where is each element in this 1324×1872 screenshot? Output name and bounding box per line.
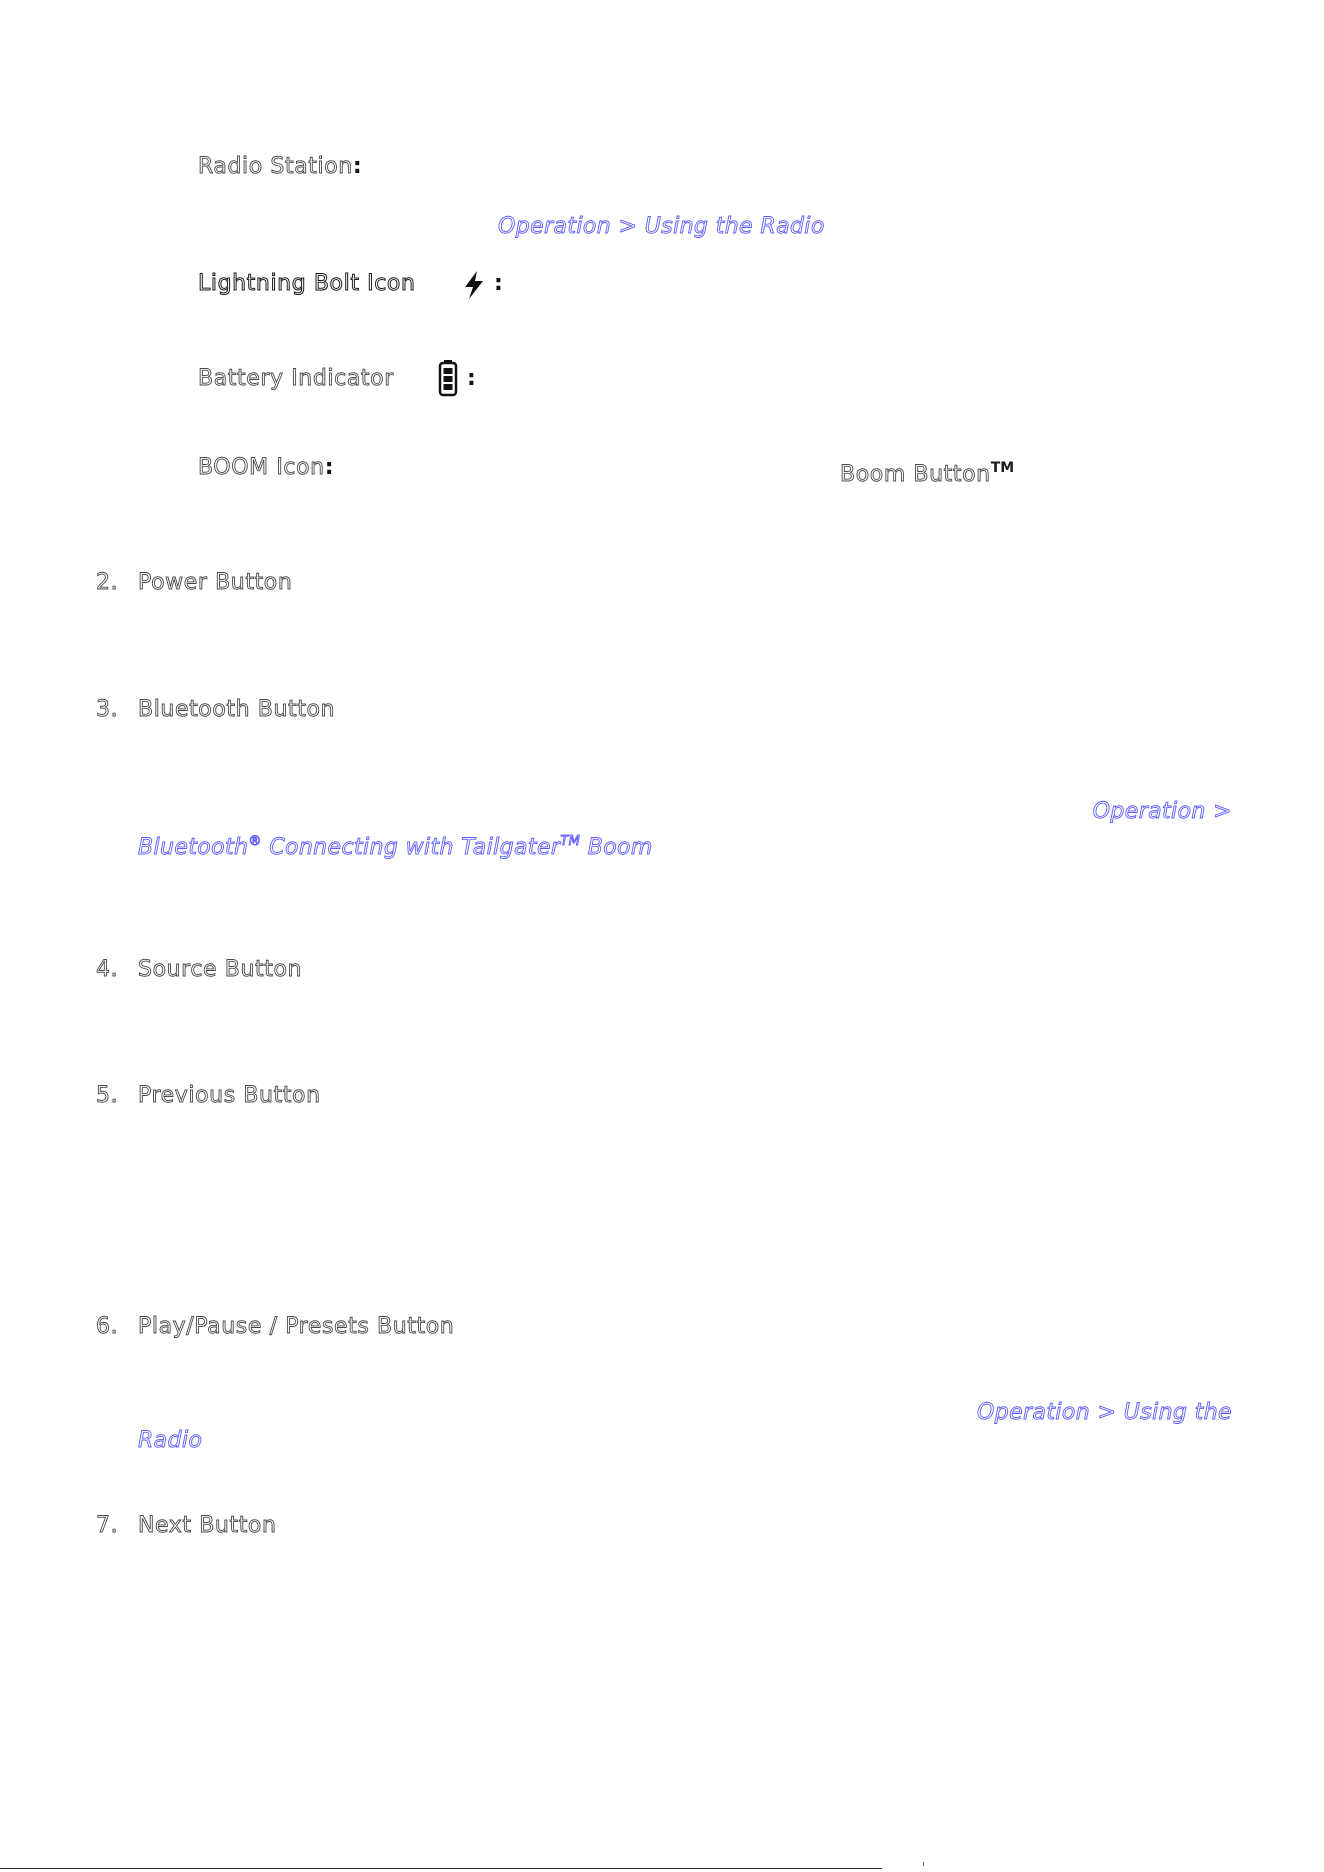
bluetooth-link-text: Bluetooth — [138, 835, 249, 860]
boom-label: BOOM Icon — [198, 455, 325, 480]
item-number: 2. — [96, 570, 119, 595]
battery-label: Battery Indicator — [198, 366, 394, 391]
item-play-pause — [96, 1314, 454, 1340]
item-title: Source Button — [138, 957, 303, 982]
play-pause-link-line1[interactable]: Operation > Using the — [977, 1400, 1232, 1425]
lightning-label: Lightning Bolt Icon — [198, 271, 416, 296]
play-pause-link-line2[interactable]: Radio — [138, 1428, 203, 1453]
boom-colon: : — [324, 455, 334, 480]
battery-entry — [198, 366, 394, 393]
trademark-mark: TM — [560, 834, 581, 849]
radio-station-entry — [198, 154, 362, 181]
footer-mark — [923, 1862, 924, 1866]
boom-entry — [198, 455, 334, 482]
radio-station-label: Radio Station — [198, 154, 353, 179]
lightning-entry — [198, 271, 416, 298]
registered-mark: ® — [248, 834, 262, 849]
radio-station-colon: : — [352, 154, 362, 179]
battery-colon: : — [467, 366, 476, 391]
bluetooth-link-line2[interactable] — [138, 829, 653, 861]
item-number: 3. — [96, 697, 119, 722]
boom-button-label: Boom Button — [840, 462, 991, 487]
battery-icon — [438, 359, 458, 397]
item-title: Power Button — [138, 570, 293, 595]
item-number: 5. — [96, 1083, 119, 1108]
item-number: 6. — [96, 1314, 119, 1339]
item-source — [96, 957, 302, 983]
lightning-colon: : — [494, 271, 503, 296]
item-previous — [96, 1083, 321, 1109]
item-title: Play/Pause / Presets Button — [138, 1314, 455, 1339]
radio-station-link[interactable]: Operation > Using the Radio — [498, 214, 825, 239]
boom-button-tm: TM — [990, 460, 1015, 476]
lightning-bolt-icon — [463, 271, 485, 299]
item-number: 7. — [96, 1513, 119, 1538]
footer-divider — [0, 1868, 882, 1869]
boom-button-reference — [840, 455, 1014, 489]
bluetooth-link-text: Boom — [580, 835, 653, 860]
item-title: Previous Button — [138, 1083, 321, 1108]
item-title: Next Button — [138, 1513, 277, 1538]
item-bluetooth — [96, 697, 335, 723]
item-next — [96, 1513, 277, 1539]
bluetooth-link-line1[interactable]: Operation > — [1092, 799, 1232, 824]
item-power — [96, 570, 292, 596]
item-number: 4. — [96, 957, 119, 982]
bluetooth-link-text: Connecting with Tailgater — [261, 835, 561, 860]
item-title: Bluetooth Button — [138, 697, 336, 722]
